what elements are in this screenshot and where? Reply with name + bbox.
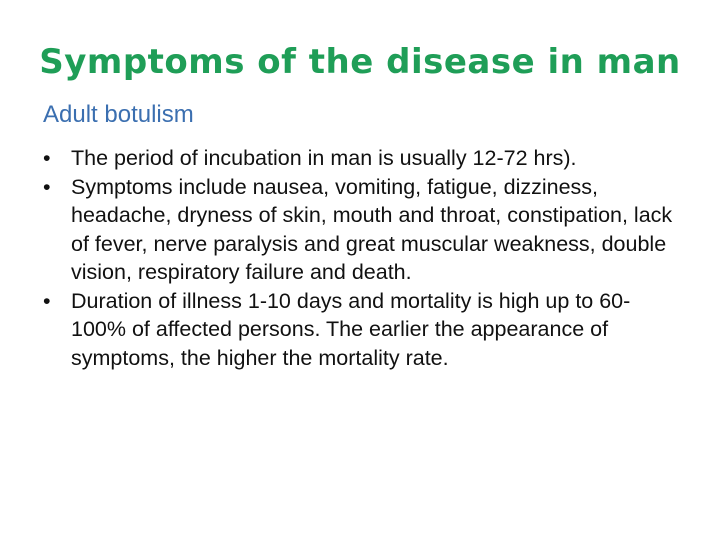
slide-subtitle: Adult botulism xyxy=(43,101,194,128)
bullet-text: The period of incubation in man is usually 12-72 hrs). xyxy=(71,146,577,170)
bullet-icon: • xyxy=(43,146,51,170)
bullet-item-duration xyxy=(43,287,683,373)
bullet-item-incubation xyxy=(43,144,683,173)
bullet-text: Symptoms include nausea, vomiting, fatigue, dizziness, headache, dryness of skin, mouth and throat, constipation, lack of fever, nerve paralysis and great muscular weakness, double vision, respiratory failure and death. xyxy=(71,174,673,284)
bullet-list xyxy=(43,144,683,372)
bullet-icon: • xyxy=(43,174,51,199)
bullet-item-symptoms xyxy=(43,173,683,287)
bullet-icon: • xyxy=(43,288,51,313)
bullet-text: Duration of illness 1-10 days and mortality is high up to 60-100% of affected persons. The earlier the appearance of symptoms, the higher the mortality rate. xyxy=(71,288,631,370)
slide-title: Symptoms of the disease in man xyxy=(39,42,681,82)
